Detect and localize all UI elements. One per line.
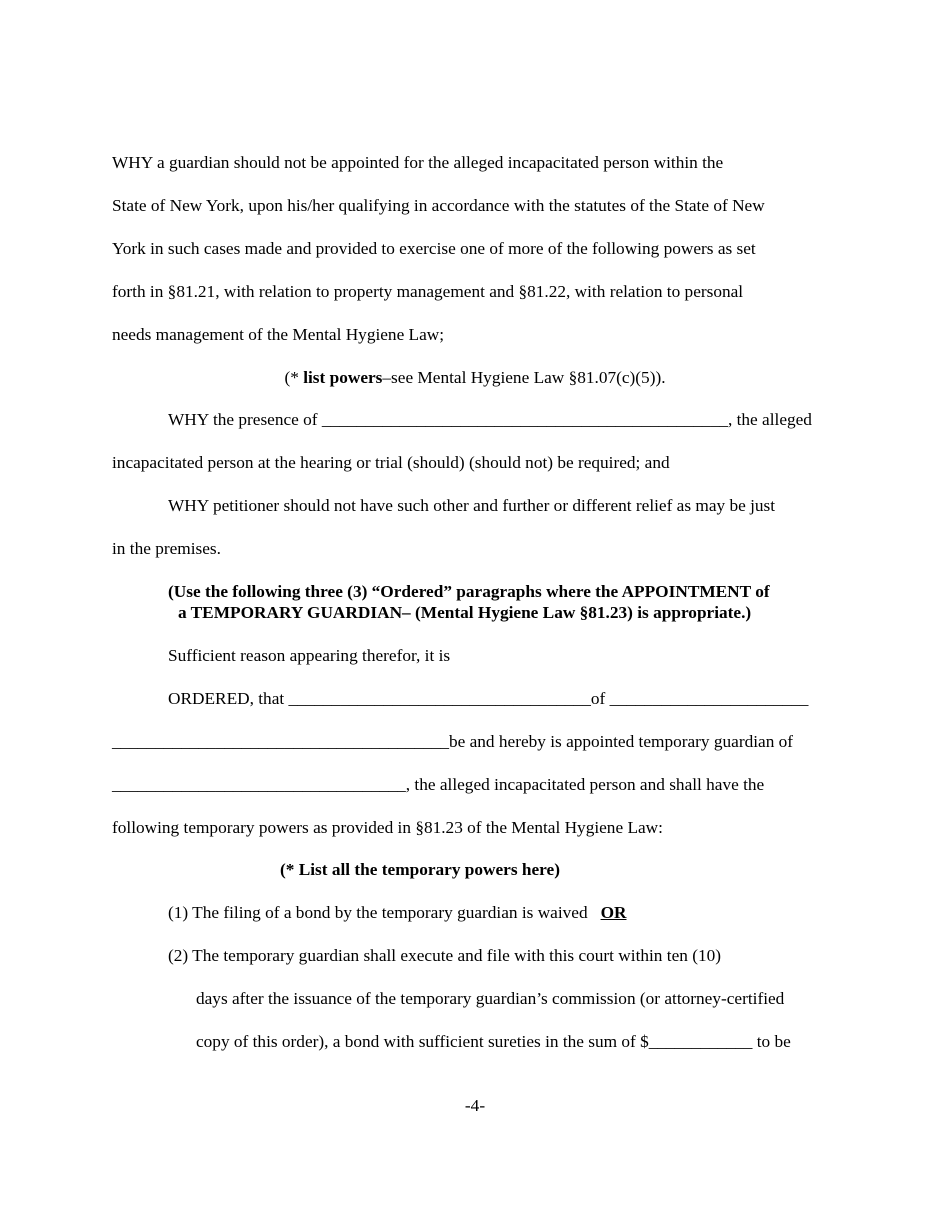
instruction-heading: (Use the following three (3) “Ordered” paragraphs where the APPOINTMENT of xyxy=(168,582,770,601)
paragraph-line: copy of this order), a bond with sufficient sureties in the sum of $____________ to be xyxy=(196,1032,791,1051)
paragraph-line: WHY the presence of _______________________________________________, the alleged xyxy=(168,410,812,429)
paragraph-line: days after the issuance of the temporary guardian’s commission (or attorney-certified xyxy=(196,989,785,1008)
page-number: -4- xyxy=(464,1096,486,1115)
paragraph-line: needs management of the Mental Hygiene Law; xyxy=(112,325,445,344)
instruction-heading: a TEMPORARY GUARDIAN– (Mental Hygiene Law §81.23) is appropriate.) xyxy=(178,603,752,622)
list-all-powers-note: (* List all the temporary powers here) xyxy=(280,860,560,879)
or-label: OR xyxy=(600,903,627,922)
paragraph-line: WHY petitioner should not have such other and further or different relief as may be just xyxy=(168,496,776,515)
paragraph-line: ORDERED, that ___________________________________of _______________________ xyxy=(168,689,809,708)
paragraph-line: in the premises. xyxy=(112,539,221,558)
list-powers-note: (* list powers–see Mental Hygiene Law §81.07(c)(5)). xyxy=(284,368,666,387)
list-item-2: (2) The temporary guardian shall execute and file with this court within ten (10) xyxy=(168,946,721,965)
paragraph-line: forth in §81.21, with relation to property management and §81.22, with relation to personal xyxy=(112,282,744,301)
paragraph-line: __________________________________, the alleged incapacitated person and shall have the xyxy=(112,775,765,794)
paragraph-line: incapacitated person at the hearing or trial (should) (should not) be required; and xyxy=(112,453,670,472)
paragraph-line: following temporary powers as provided in §81.23 of the Mental Hygiene Law: xyxy=(112,818,663,837)
paragraph-line: WHY a guardian should not be appointed for the alleged incapacitated person within the xyxy=(112,153,724,172)
paragraph-line: Sufficient reason appearing therefor, it is xyxy=(168,646,451,665)
paragraph-line: York in such cases made and provided to exercise one of more of the following powers as set xyxy=(112,239,756,258)
list-item-1: (1) The filing of a bond by the temporary guardian is waived OR xyxy=(168,903,627,922)
paragraph-line: State of New York, upon his/her qualifying in accordance with the statutes of the State of New xyxy=(112,196,765,215)
paragraph-line: _______________________________________be and hereby is appointed temporary guardian of xyxy=(112,732,794,751)
